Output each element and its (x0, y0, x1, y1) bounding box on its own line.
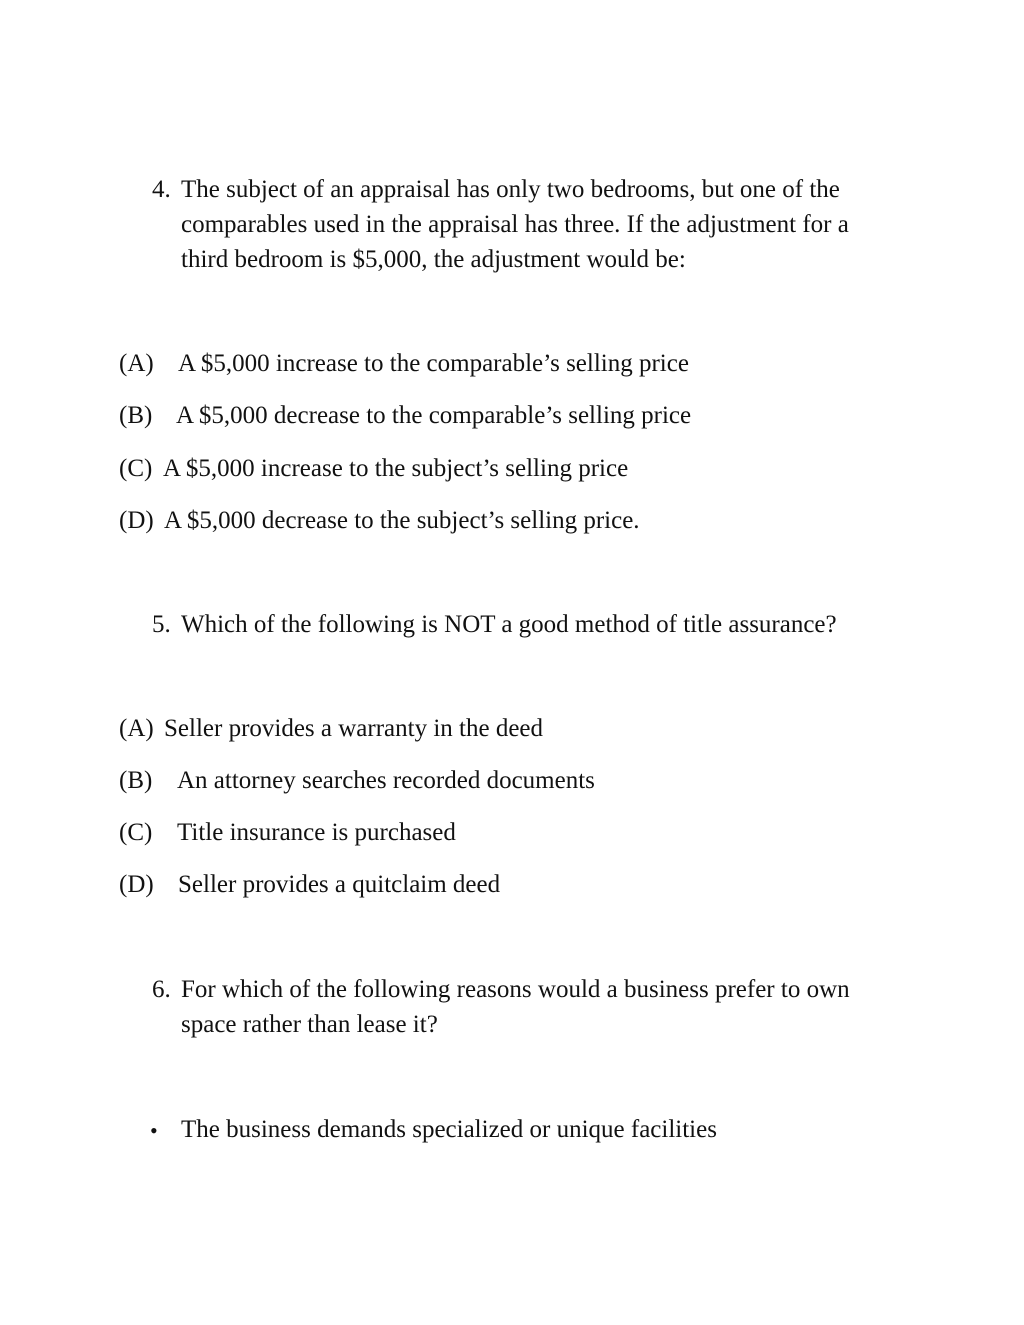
option-text: A $5,000 decrease to the comparable’s selling price (176, 402, 692, 429)
option-text: A $5,000 increase to the comparable’s selling price (178, 350, 689, 377)
question-number: 5. (152, 611, 171, 638)
question-text-line: For which of the following reasons would a business prefer to own (181, 976, 850, 1003)
option-text: Seller provides a warranty in the deed (164, 715, 544, 742)
question-number: 6. (152, 976, 171, 1003)
option-label: (B) (119, 767, 153, 794)
option-label: (D) (119, 871, 154, 898)
option-text: An attorney searches recorded documents (177, 767, 595, 794)
question-text-line: comparables used in the appraisal has three. If the adjustment for a (181, 211, 849, 238)
question-text-line: space rather than lease it? (181, 1011, 438, 1038)
question-text-line: The subject of an appraisal has only two bedrooms, but one of the (181, 176, 840, 203)
option-text: Title insurance is purchased (177, 819, 456, 846)
option-text: A $5,000 increase to the subject’s selling price (163, 455, 629, 482)
option-label: (C) (119, 455, 153, 482)
option-label: (C) (119, 819, 153, 846)
question-text-line: Which of the following is NOT a good method of title assurance? (181, 611, 837, 638)
option-label: (D) (119, 507, 154, 534)
option-label: (A) (119, 350, 154, 377)
option-label: (B) (119, 402, 153, 429)
question-text-line: third bedroom is $5,000, the adjustment would be: (181, 246, 686, 273)
question-number: 4. (152, 176, 171, 203)
bullet-text: The business demands specialized or unique facilities (181, 1116, 717, 1143)
bullet-dot-icon: • (150, 1118, 158, 1143)
option-text: Seller provides a quitclaim deed (178, 871, 501, 898)
option-text: A $5,000 decrease to the subject’s selling price. (164, 507, 640, 534)
option-label: (A) (119, 715, 154, 742)
